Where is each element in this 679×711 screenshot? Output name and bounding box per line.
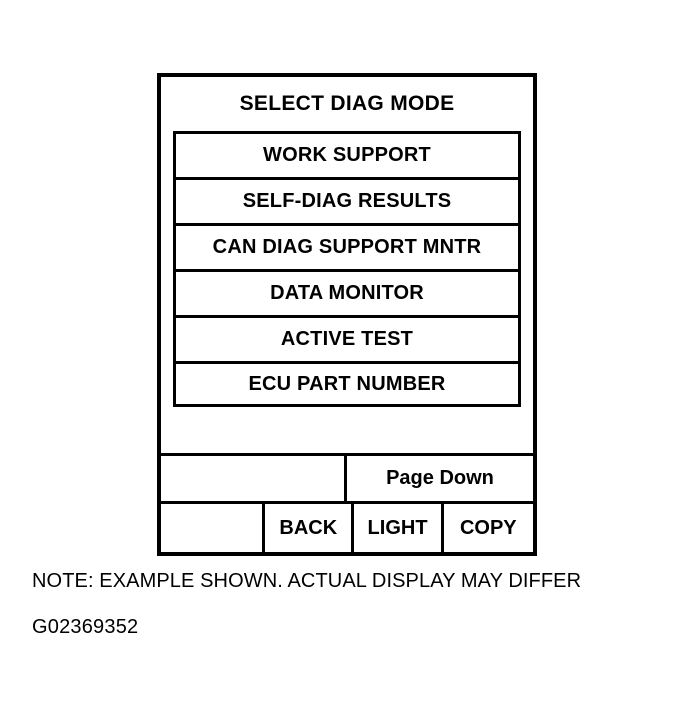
- menu-item-work-support[interactable]: WORK SUPPORT: [173, 131, 521, 177]
- softkey-page-down[interactable]: Page Down: [386, 467, 494, 489]
- softkey-back[interactable]: BACK: [265, 504, 354, 552]
- softkey-copy[interactable]: COPY: [459, 516, 517, 539]
- softkey-row-upper: [161, 456, 533, 504]
- softkey-row-lower: [161, 504, 533, 552]
- softkey-blank-lower-left[interactable]: [161, 504, 265, 552]
- menu-item-data-monitor[interactable]: DATA MONITOR: [173, 269, 521, 315]
- softkey-light[interactable]: LIGHT: [354, 504, 443, 552]
- note-text: NOTE: EXAMPLE SHOWN. ACTUAL DISPLAY MAY DIFFER: [32, 570, 582, 592]
- screen-title: SELECT DIAG MODE: [239, 92, 455, 115]
- menu-item-self-diag-results[interactable]: SELF-DIAG RESULTS: [173, 177, 521, 223]
- menu-item-active-test[interactable]: ACTIVE TEST: [173, 315, 521, 361]
- softkey-blank-upper-left[interactable]: [161, 456, 347, 501]
- menu-item-can-diag-support-mntr[interactable]: CAN DIAG SUPPORT MNTR: [173, 223, 521, 269]
- menu-spacer: [161, 407, 533, 450]
- menu-item-ecu-part-number[interactable]: ECU PART NUMBER: [173, 361, 521, 407]
- diagnostic-display-screen: [157, 73, 537, 556]
- diag-mode-menu: [161, 131, 533, 407]
- softkey-bar: [161, 453, 533, 552]
- figure-id-label: G02369352: [32, 616, 139, 638]
